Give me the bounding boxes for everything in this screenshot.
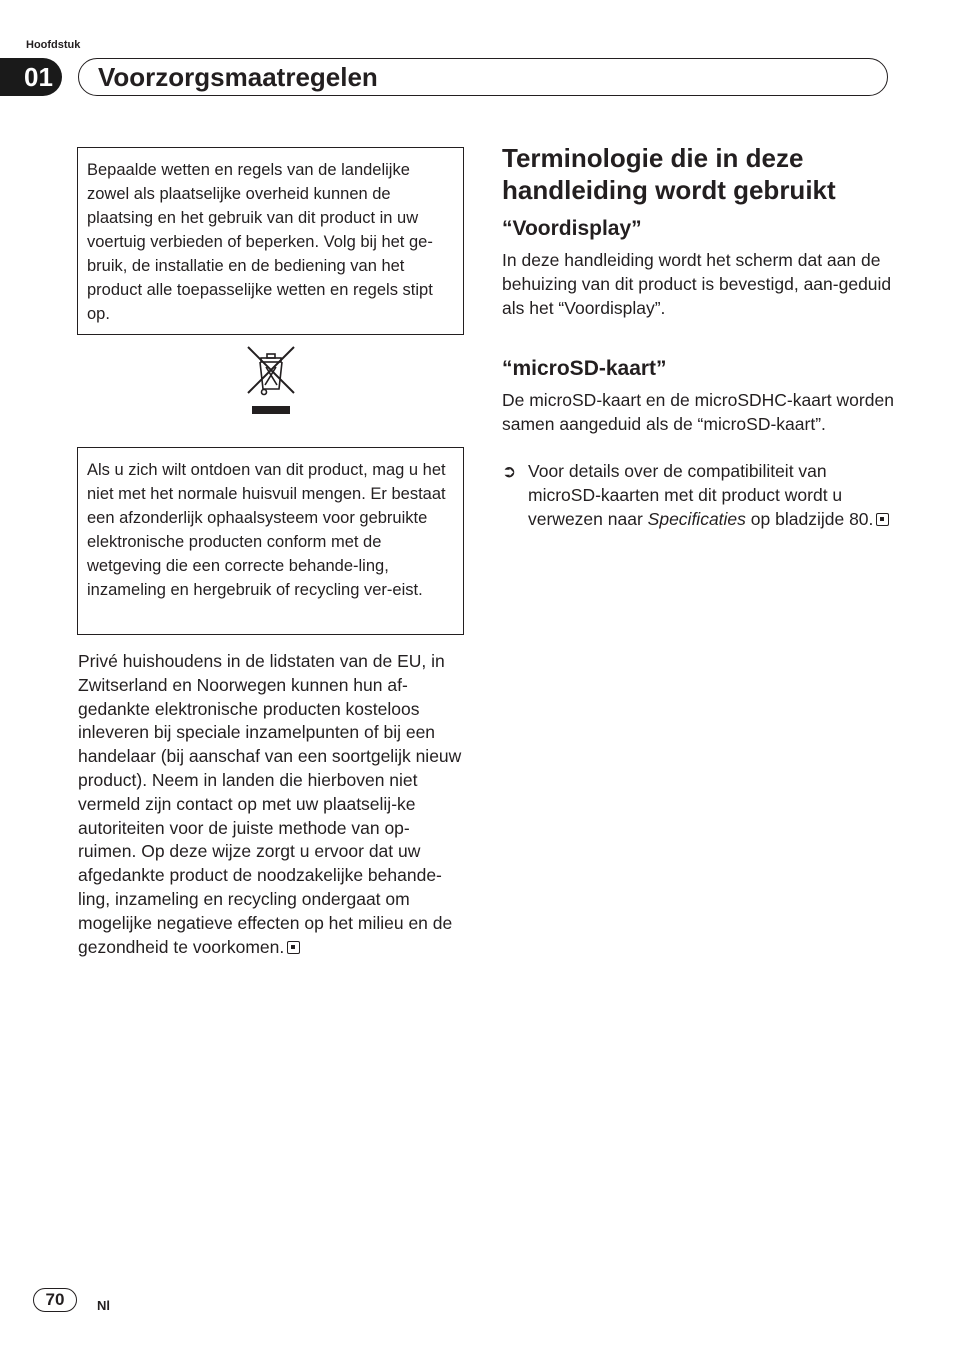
- end-mark-icon: [876, 513, 889, 526]
- compatibility-note: [502, 460, 894, 531]
- disposal-notice-box: Als u zich wilt ontdoen van dit product, mag u het niet met het normale huisvuil mengen. Er bestaat een afzonderlijk ophaalsysteem voor gebruikte elektronische producten conform met de wetgeving die een correcte behande-ling, inzameling en hergebruik of recycling ver-eist.: [77, 447, 464, 635]
- specificaties-link[interactable]: Specificaties: [647, 508, 746, 529]
- arrow-bullet-icon: ➲: [502, 462, 517, 481]
- recycling-paragraph-text: Privé huishoudens in de lidstaten van de EU, in Zwitserland en Noorwegen kunnen hun af-gedankte elektronische producten kosteloos inleveren bij speciale inzamelpunten of bij een handelaar (bij aanschaf van een soortgelijk nieuw product). Neem in landen die hierboven niet vermeld zijn contact op met uw plaatselij-ke autoriteiten voor de juiste methode van op-ruimen. Op deze wijze zorgt u ervoor dat uw afgedankte product de noodzakelijke behande-ling, inzameling en recycling ondergaat om mogelijke negatieve effecten op het milieu en de gezondheid te voorkomen.: [78, 651, 462, 957]
- language-code: Nl: [97, 1298, 110, 1313]
- end-mark-icon: [287, 941, 300, 954]
- chapter-title: Voorzorgsmaatregelen: [98, 62, 378, 92]
- legal-notice-box: Bepaalde wetten en regels van de landelijke zowel als plaatselijke overheid kunnen de plaatsing en het gebruik van dit product in uw voertuig verbieden of beperken. Volg bij het ge-bruik, de installatie en de bediening van het product alle toepasselijke wetten en regels stipt op.: [77, 147, 464, 335]
- section-heading: Terminologie die in deze handleiding wordt gebruikt: [502, 143, 836, 205]
- chapter-number: 01: [0, 58, 62, 96]
- microsd-text: De microSD-kaart en de microSDHC-kaart worden samen aangeduid als de “microSD-kaart”.: [502, 390, 894, 434]
- subheading-microsd: “microSD-kaart”: [502, 357, 667, 380]
- note-text-after: op bladzijde 80.: [750, 508, 874, 529]
- note-text-before: Voor details over de compatibiliteit van microSD-kaarten met dit product wordt u verwezen naar: [528, 461, 843, 529]
- voordisplay-text: In deze handleiding wordt het scherm dat aan de behuizing van dit product is bevestigd, aan-geduid als het “Voordisplay”.: [502, 250, 892, 318]
- page-number: 70: [33, 1288, 77, 1312]
- crossed-out-wheelie-bin-icon: [246, 345, 296, 417]
- recycling-paragraph: [78, 650, 468, 959]
- chapter-label: Hoofdstuk: [26, 39, 81, 51]
- subheading-voordisplay: “Voordisplay”: [502, 217, 642, 240]
